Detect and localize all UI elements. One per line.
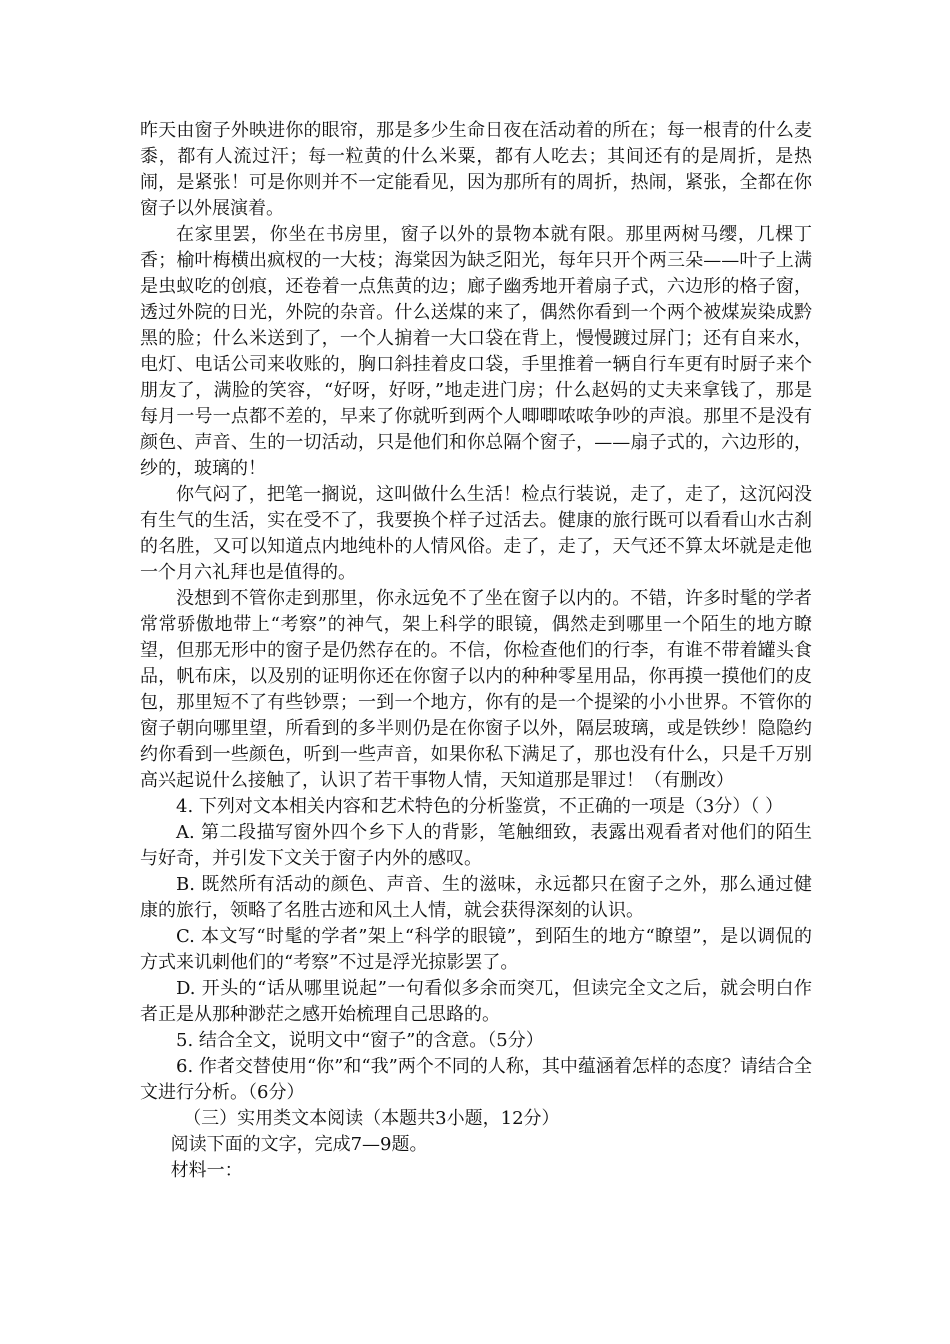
paragraph-2: 在家里罢，你坐在书房里，窗子以外的景物本就有限。那里两树马缨，几棵丁香；榆叶梅横出疯杈的一大枝；海棠因为缺乏阳光，每年只开个两三朵——叶子上满是虫蚁吃的创痕，还卷着一点焦黄的边；廊子幽秀地开着扇子式，六边形的格子窗，透过外院的日光，外院的杂音。什么送煤的来了，偶然你看到一个两个被煤炭染成黔黑的脸；什么米送到了，一个人掮着一大口袋在背上，慢慢踱过屏门；还有自来水，电灯、电话公司来收账的，胸口斜挂着皮口袋，手里推着一辆自行车更有时厨子来个朋友了，满脸的笑容，“好呀，好呀，”地走进门房；什么赵妈的丈夫来拿钱了，那是每月一号一点都不差的，早来了你就听到两个人唧唧哝哝争吵的声浪。那里不是没有颜色、声音、生的一切活动，只是他们和你总隔个窗子，——扇子式的，六边形的，纱的，玻璃的！: [140, 224, 812, 479]
section-3-title: （三）实用类文本阅读（本题共3小题，12分）: [183, 1108, 560, 1129]
question-5: 5. 结合全文，说明文中“窗子”的含意。（5分）: [176, 1030, 544, 1051]
paragraph-3: 你气闷了，把笔一搁说，这叫做什么生活！检点行装说，走了，走了，这沉闷没有生气的生活，实在受不了，我要换个样子过活去。健康的旅行既可以看看山水古刹的名胜，又可以知道点内地纯朴的人情风俗。走了，走了，天气还不算太坏就是走他一个月六礼拜也是值得的。: [140, 484, 812, 583]
option-b: B. 既然所有活动的颜色、声音、生的滋味，永远都只在窗子之外，那么通过健康的旅行，领略了名胜古迹和风土人情，就会获得深刻的认识。: [140, 874, 812, 921]
question-6: 6. 作者交替使用“你”和“我”两个不同的人称，其中蕴涵着怎样的态度？请结合全文进行分析。（6分）: [140, 1056, 812, 1103]
reading-instruction: 阅读下面的文字，完成7—9题。: [170, 1134, 428, 1155]
paragraph-1: 昨天由窗子外映进你的眼帘，那是多少生命日夜在活动着的所在；每一根青的什么麦黍，都有人流过汗；每一粒黄的什么米粟，都有人吃去；其间还有的是周折，是热闹，是紧张！可是你则并不一定能看见，因为那所有的周折，热闹，紧张，全都在你窗子以外展演着。: [140, 120, 812, 219]
question-4: 4. 下列对文本相关内容和艺术特色的分析鉴赏，不正确的一项是（3分）（ ）: [176, 796, 784, 817]
material-1-label: 材料一：: [170, 1160, 243, 1181]
paragraph-4: 没想到不管你走到那里，你永远免不了坐在窗子以内的。不错，许多时髦的学者常常骄傲地带上“考察”的神气，架上科学的眼镜，偶然走到哪里一个陌生的地方瞭望，但那无形中的窗子是仍然存在的。不信，你检查他们的行李，有谁不带着罐头食品，帆布床，以及别的证明你还在你窗子以内的种种零星用品，你再摸一摸他们的皮包，那里短不了有些钞票；一到一个地方，你有的是一个提梁的小小世界。不管你的窗子朝向哪里望，所看到的多半则仍是在你窗子以外，隔层玻璃，或是铁纱！隐隐约约你看到一些颜色，听到一些声音，如果你私下满足了，那也没有什么，只是千万别高兴起说什么接触了，认识了若干事物人情，天知道那是罪过！（有删改）: [140, 588, 812, 791]
document-page: [140, 118, 812, 1184]
option-c: C. 本文写“时髦的学者”架上“科学的眼镜”，到陌生的地方“瞭望”，是以调侃的方式来讥刺他们的“考察”不过是浮光掠影罢了。: [140, 926, 812, 973]
option-d: D. 开头的“话从哪里说起”一句看似多余而突兀，但读完全文之后，就会明白作者正是从那种渺茫之感开始梳理自己思路的。: [140, 978, 812, 1025]
option-a: A. 第二段描写窗外四个乡下人的背影，笔触细致，表露出观看者对他们的陌生与好奇，并引发下文关于窗子内外的感叹。: [140, 822, 812, 869]
